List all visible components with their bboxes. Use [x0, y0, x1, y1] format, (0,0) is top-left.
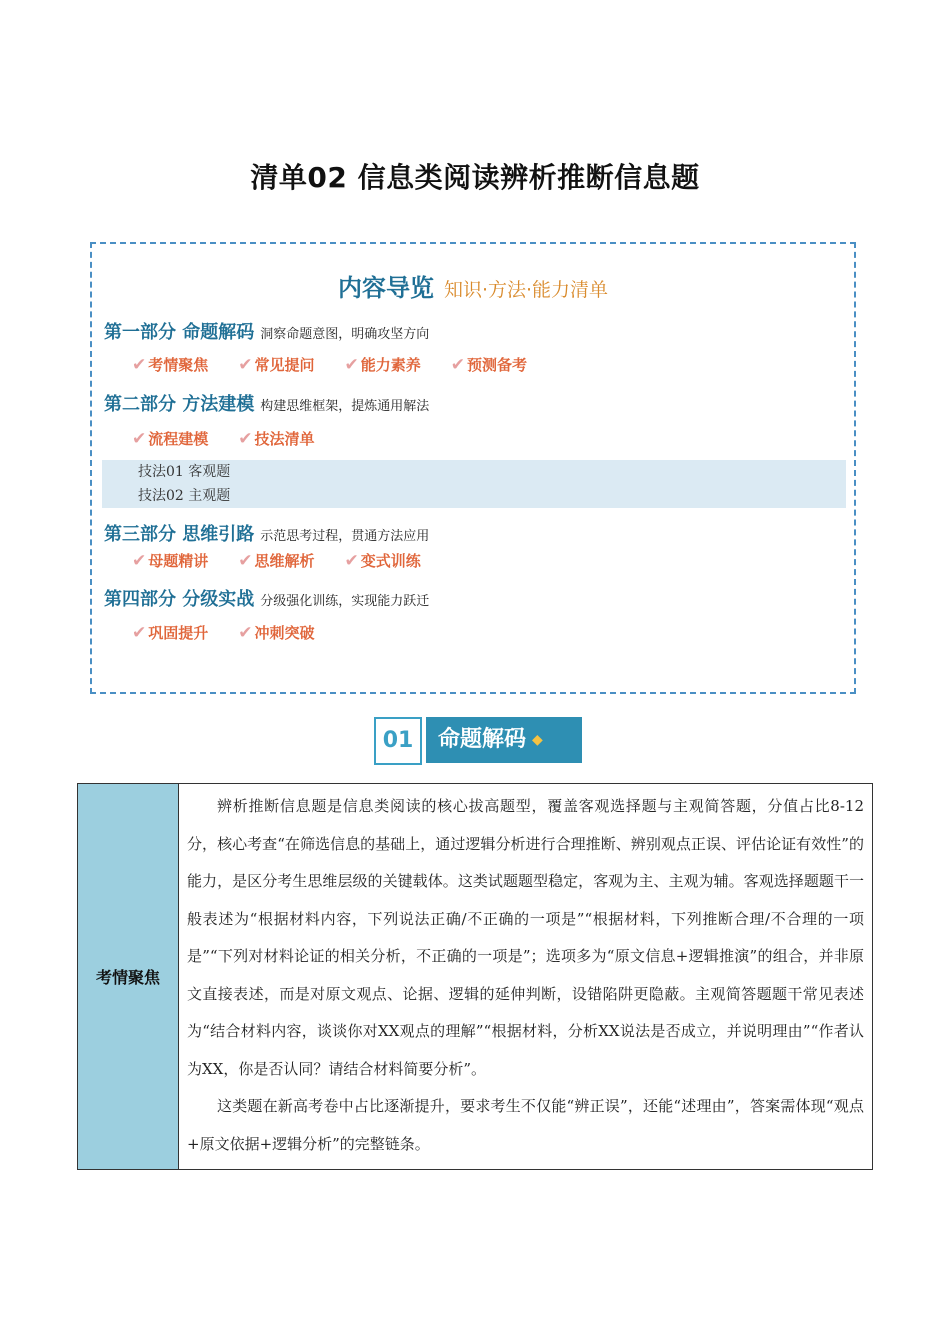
section-2-heading — [104, 390, 429, 416]
content-paragraph: 这类题在新高考卷中占比逐渐提升，要求考生不仅能“辨正误”，还能“述理由”，答案需体现“观点+原文依据+逻辑分析”的完整链条。 — [187, 1097, 864, 1153]
check-icon: ✔ — [238, 355, 253, 375]
guide-item[interactable]: ✔ 思维解析 — [238, 551, 315, 571]
check-icon: ✔ — [238, 551, 253, 571]
guide-item[interactable]: ✔ 巩固提升 — [132, 623, 209, 643]
guide-item[interactable]: ✔ 流程建模 — [132, 429, 209, 449]
guide-heading — [92, 268, 854, 303]
page-title: 清单02 信息类阅读辨析推断信息题 — [250, 161, 700, 194]
section-1-heading — [104, 318, 429, 344]
method-item[interactable]: 技法01 客观题 — [138, 464, 231, 480]
section-desc: 洞察命题意图，明确攻坚方向 — [260, 327, 430, 342]
badge-number: 01 — [374, 717, 422, 765]
section-4-heading — [104, 585, 429, 611]
section-title: 第一部分 命题解码 — [104, 322, 255, 343]
check-icon: ✔ — [344, 355, 359, 375]
exam-focus-table — [77, 783, 873, 1170]
section-title: 第四部分 分级实战 — [104, 589, 255, 610]
check-icon: ✔ — [450, 355, 466, 375]
table-label: 考情聚焦 — [78, 784, 179, 1170]
table-row — [78, 784, 873, 1170]
guide-item[interactable]: ✔ 母题精讲 — [132, 551, 209, 571]
check-icon: ✔ — [344, 551, 359, 571]
guide-item[interactable]: ✔ 常见提问 — [238, 355, 315, 375]
check-icon: ✔ — [132, 623, 147, 643]
method-item[interactable]: 技法02 主观题 — [138, 488, 231, 504]
method-list — [102, 460, 846, 508]
table-content — [179, 784, 873, 1170]
check-icon: ✔ — [238, 429, 253, 449]
section-1-items — [132, 354, 557, 375]
section-title: 第三部分 思维引路 — [104, 524, 255, 545]
guide-item[interactable]: ✔ 技法清单 — [238, 429, 315, 449]
content-guide-box — [90, 242, 856, 694]
section-2-items — [132, 428, 345, 449]
section-4-items — [132, 622, 345, 643]
guide-item[interactable]: ✔ 变式训练 — [344, 551, 421, 571]
section-desc: 示范思考过程，贯通方法应用 — [260, 529, 430, 544]
badge-label: 命题解码 — [438, 727, 527, 752]
section-badge — [374, 717, 582, 763]
check-icon: ✔ — [132, 551, 147, 571]
badge-label-box — [426, 717, 582, 763]
check-icon: ✔ — [132, 429, 147, 449]
guide-heading-sub: 知识·方法·能力清单 — [443, 279, 609, 301]
guide-item[interactable]: ✔ 冲刺突破 — [238, 623, 315, 643]
guide-heading-main: 内容导览 — [337, 274, 434, 302]
section-desc: 构建思维框架，提炼通用解法 — [260, 399, 430, 414]
section-desc: 分级强化训练，实现能力跃迁 — [260, 594, 430, 609]
guide-item[interactable]: ✔ 预测备考 — [450, 355, 528, 375]
check-icon: ✔ — [132, 355, 147, 375]
guide-item[interactable]: ✔ 能力素养 — [344, 355, 421, 375]
check-icon: ✔ — [238, 623, 253, 643]
content-paragraph: 辨析推断信息题是信息类阅读的核心拔高题型，覆盖客观选择题与主观简答题，分值占比8-12分，核心考查“在筛选信息的基础上，通过逻辑分析进行合理推断、辨别观点正误、评估论证有效性”的能力，是区分考生思维层级的关键载体。这类试题题型稳定，客观为主、主观为辅。客观选择题题干一般表述为“根据材料内容，下列说法正确/不正确的一项是”“根据材料，下列推断合理/不合理的一项是”“下列对材料论证的相关分析，不正确的一项是”；选项多为“原文信息+逻辑推演”的组合，并非原文直接表述，而是对原文观点、论据、逻辑的延伸判断，设错陷阱更隐蔽。主观简答题题干常见表述为“结合材料内容，谈谈你对XX观点的理解”“根据材料，分析XX说法是否成立，并说明理由”“作者认为XX，你是否认同？请结合材料简要分析”。 — [187, 797, 864, 1078]
section-3-items — [132, 550, 451, 571]
diamond-icon: ◆ — [532, 732, 543, 748]
section-3-heading — [104, 520, 429, 546]
section-title: 第二部分 方法建模 — [104, 394, 255, 415]
guide-item[interactable]: ✔ 考情聚焦 — [132, 355, 209, 375]
